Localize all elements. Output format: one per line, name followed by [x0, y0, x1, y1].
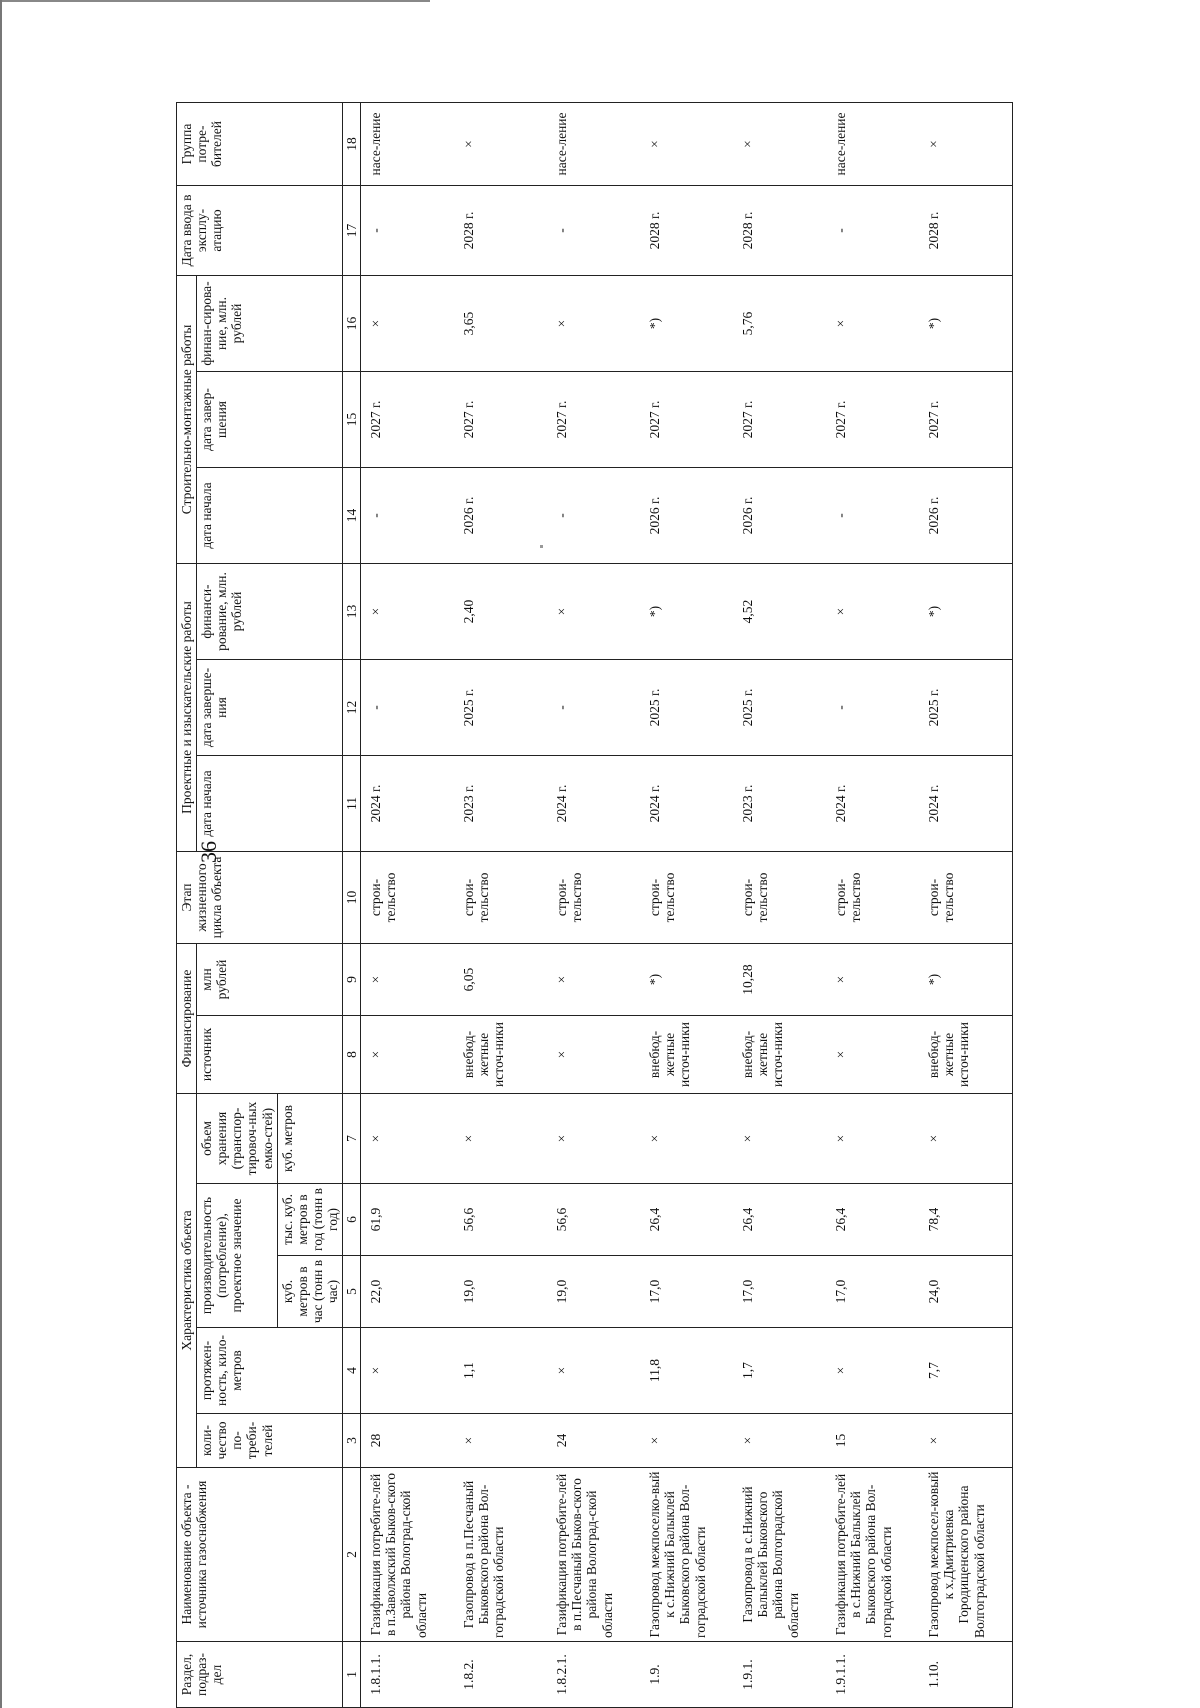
section-number-cell: 1.8.2.1. [547, 1642, 640, 1708]
financing-source-cell: внебюд-жетные источ-ники [733, 1016, 826, 1094]
column-number: 9 [343, 944, 361, 1016]
construction-financing-cell: *) [919, 276, 1013, 372]
design-end-date-cell: - [547, 660, 640, 756]
header-length-km: протяжен-ность, кило-метров [197, 1328, 343, 1414]
financing-source-cell: внебюд-жетные источ-ники [640, 1016, 733, 1094]
capacity-per-hour-cell: 19,0 [547, 1256, 640, 1328]
consumer-group-cell: × [640, 103, 733, 186]
header-section: Раздел, подраз-дел [177, 1642, 343, 1708]
object-name-cell: Газификация потребите-лей в п.Песчаный Быков-ского района Волоград-ской области [547, 1468, 640, 1642]
header-mln-rub: млн рублей [197, 944, 343, 1016]
header-cubic-per-hour: куб. метров в час (тонн в час) [277, 1256, 342, 1328]
column-number: 17 [343, 186, 361, 276]
capacity-per-hour-cell: 19,0 [454, 1256, 547, 1328]
section-number-cell: 1.9.1. [733, 1642, 826, 1708]
table-row [454, 103, 547, 1708]
commissioning-date-cell: - [361, 186, 455, 276]
gas-supply-table [176, 102, 1013, 1708]
design-financing-cell: *) [919, 564, 1013, 660]
table-row [826, 103, 919, 1708]
design-financing-cell: 2,40 [454, 564, 547, 660]
construction-start-date-cell: 2026 г. [454, 468, 547, 564]
construction-end-date-cell: 2027 г. [454, 372, 547, 468]
construction-financing-cell: 5,76 [733, 276, 826, 372]
object-name-cell: Газификация потребите-лей в п.Заволжский Быков-ского района Волоград-ской области [361, 1468, 455, 1642]
consumers-count-cell: 24 [547, 1414, 640, 1468]
length-km-cell: 1,1 [454, 1328, 547, 1414]
financing-amount-cell: 6,05 [454, 944, 547, 1016]
construction-end-date-cell: 2027 г. [640, 372, 733, 468]
lifecycle-stage-cell: строи-тельство [547, 852, 640, 944]
header-design-works: Проектные и изыскательские работы [177, 564, 197, 852]
table-row [640, 103, 733, 1708]
header-object-name: Наименование объекта - источника газоснабжения [177, 1468, 343, 1642]
header-capacity: производительность (потребление), проектное значение [197, 1184, 278, 1328]
table-row [733, 103, 826, 1708]
length-km-cell: × [826, 1328, 919, 1414]
design-start-date-cell: 2024 г. [919, 756, 1013, 852]
section-number-cell: 1.10. [919, 1642, 1013, 1708]
table-row [919, 103, 1013, 1708]
section-number-cell: 1.9. [640, 1642, 733, 1708]
length-km-cell: 11,8 [640, 1328, 733, 1414]
capacity-per-hour-cell: 24,0 [919, 1256, 1013, 1328]
header-financing: Финансирование [177, 944, 197, 1094]
design-start-date-cell: 2023 г. [454, 756, 547, 852]
design-start-date-cell: 2024 г. [640, 756, 733, 852]
construction-financing-cell: *) [640, 276, 733, 372]
construction-end-date-cell: 2027 г. [919, 372, 1013, 468]
design-end-date-cell: 2025 г. [454, 660, 547, 756]
section-number-cell: 1.8.2. [454, 1642, 547, 1708]
header-design-end: дата заверше-ния [197, 660, 343, 756]
capacity-per-year-cell: 26,4 [640, 1184, 733, 1256]
construction-start-date-cell: - [361, 468, 455, 564]
construction-start-date-cell: - [826, 468, 919, 564]
storage-volume-cell: × [733, 1094, 826, 1184]
column-number: 8 [343, 1016, 361, 1094]
column-number: 13 [343, 564, 361, 660]
object-name-cell: Газификация потребите-лей в с.Нижний Балыклей Быковского района Вол-гоградской области [826, 1468, 919, 1642]
financing-amount-cell: × [547, 944, 640, 1016]
consumers-count-cell: × [919, 1414, 1013, 1468]
header-consumer-group: Группа потре-бителей [177, 103, 343, 186]
consumer-group-cell: насе-ление [826, 103, 919, 186]
column-number: 2 [343, 1468, 361, 1642]
design-financing-cell: *) [640, 564, 733, 660]
column-number: 14 [343, 468, 361, 564]
financing-amount-cell: × [361, 944, 455, 1016]
financing-source-cell: × [826, 1016, 919, 1094]
capacity-per-year-cell: 56,6 [454, 1184, 547, 1256]
capacity-per-hour-cell: 17,0 [826, 1256, 919, 1328]
construction-start-date-cell: - [547, 468, 640, 564]
capacity-per-year-cell: 26,4 [826, 1184, 919, 1256]
storage-volume-cell: × [547, 1094, 640, 1184]
storage-volume-cell: × [361, 1094, 455, 1184]
object-name-cell: Газопровод межпоселко-вый к с.Нижний Балыклей Быковского района Вол-гоградской области [640, 1468, 733, 1642]
construction-financing-cell: × [547, 276, 640, 372]
column-number: 4 [343, 1328, 361, 1414]
commissioning-date-cell: 2028 г. [733, 186, 826, 276]
column-number: 7 [343, 1094, 361, 1184]
commissioning-date-cell: 2028 г. [640, 186, 733, 276]
lifecycle-stage-cell: строи-тельство [454, 852, 547, 944]
length-km-cell: 7,7 [919, 1328, 1013, 1414]
consumer-group-cell: насе-ление [547, 103, 640, 186]
construction-start-date-cell: 2026 г. [640, 468, 733, 564]
header-source: источник [197, 1016, 343, 1094]
capacity-per-hour-cell: 17,0 [640, 1256, 733, 1328]
length-km-cell: × [361, 1328, 455, 1414]
consumer-group-cell: × [919, 103, 1013, 186]
table-row [547, 103, 640, 1708]
length-km-cell: 1,7 [733, 1328, 826, 1414]
construction-end-date-cell: 2027 г. [361, 372, 455, 468]
consumer-group-cell: × [733, 103, 826, 186]
design-financing-cell: × [547, 564, 640, 660]
design-start-date-cell: 2024 г. [547, 756, 640, 852]
object-name-cell: Газопровод в с.Нижний Балыклей Быковского района Волгоградской области [733, 1468, 826, 1642]
commissioning-date-cell: - [547, 186, 640, 276]
construction-start-date-cell: 2026 г. [919, 468, 1013, 564]
capacity-per-year-cell: 56,6 [547, 1184, 640, 1256]
financing-source-cell: × [547, 1016, 640, 1094]
section-number-cell: 1.8.1.1. [361, 1642, 455, 1708]
column-number: 3 [343, 1414, 361, 1468]
header-storage: объем хранения (транспор-тировоч-ных емко-стей) [197, 1094, 278, 1184]
design-end-date-cell: 2025 г. [733, 660, 826, 756]
lifecycle-stage-cell: строи-тельство [733, 852, 826, 944]
lifecycle-stage-cell: строи-тельство [361, 852, 455, 944]
financing-amount-cell: × [826, 944, 919, 1016]
design-start-date-cell: 2024 г. [826, 756, 919, 852]
header-thousand-cubic-per-year: тыс. куб. метров в год (тонн в год) [277, 1184, 342, 1256]
rotated-page-content [166, 0, 1066, 1708]
consumers-count-cell: 15 [826, 1414, 919, 1468]
object-name-cell: Газопровод в п.Песчаный Быковского района Вол-гоградской области [454, 1468, 547, 1642]
column-number: 16 [343, 276, 361, 372]
construction-financing-cell: 3,65 [454, 276, 547, 372]
design-financing-cell: 4,52 [733, 564, 826, 660]
consumer-group-cell: × [454, 103, 547, 186]
capacity-per-year-cell: 78,4 [919, 1184, 1013, 1256]
section-number-cell: 1.9.1.1. [826, 1642, 919, 1708]
column-number: 10 [343, 852, 361, 944]
header-design-financing: финанси-рование, млн. рублей [197, 564, 343, 660]
capacity-per-year-cell: 26,4 [733, 1184, 826, 1256]
capacity-per-hour-cell: 22,0 [361, 1256, 455, 1328]
design-financing-cell: × [361, 564, 455, 660]
construction-end-date-cell: 2027 г. [733, 372, 826, 468]
lifecycle-stage-cell: строи-тельство [919, 852, 1013, 944]
header-construction-works: Строительно-монтажные работы [177, 276, 197, 564]
storage-volume-cell: × [919, 1094, 1013, 1184]
table-row [361, 103, 455, 1708]
construction-start-date-cell: 2026 г. [733, 468, 826, 564]
design-financing-cell: × [826, 564, 919, 660]
commissioning-date-cell: - [826, 186, 919, 276]
financing-source-cell: × [361, 1016, 455, 1094]
column-number: 5 [343, 1256, 361, 1328]
design-end-date-cell: - [361, 660, 455, 756]
header-design-start: дата начала [197, 756, 343, 852]
column-number: 12 [343, 660, 361, 756]
construction-end-date-cell: 2027 г. [547, 372, 640, 468]
financing-source-cell: внебюд-жетные источ-ники [454, 1016, 547, 1094]
column-number: 11 [343, 756, 361, 852]
object-name-cell: Газопровод межпосел-ковый к х.Дмитриевка Городищенского района Волгоградской области [919, 1468, 1013, 1642]
storage-volume-cell: × [454, 1094, 547, 1184]
column-number: 1 [343, 1642, 361, 1708]
header-commissioning: Дата ввода в эксплу-атацию [177, 186, 343, 276]
design-end-date-cell: - [826, 660, 919, 756]
construction-end-date-cell: 2027 г. [826, 372, 919, 468]
design-start-date-cell: 2024 г. [361, 756, 455, 852]
consumers-count-cell: × [454, 1414, 547, 1468]
financing-source-cell: внебюд-жетные источ-ники [919, 1016, 1013, 1094]
header-construction-financing: финан-сирова-ние, млн. рублей [197, 276, 343, 372]
commissioning-date-cell: 2028 г. [454, 186, 547, 276]
storage-volume-cell: × [826, 1094, 919, 1184]
header-construction-start: дата начала [197, 468, 343, 564]
table-body [361, 103, 1013, 1708]
column-number: 15 [343, 372, 361, 468]
design-end-date-cell: 2025 г. [640, 660, 733, 756]
financing-amount-cell: *) [919, 944, 1013, 1016]
column-number: 18 [343, 103, 361, 186]
header-lifecycle: Этап жизненного цикла объекта [177, 852, 343, 944]
construction-financing-cell: × [826, 276, 919, 372]
design-end-date-cell: 2025 г. [919, 660, 1013, 756]
capacity-per-year-cell: 61,9 [361, 1184, 455, 1256]
length-km-cell: × [547, 1328, 640, 1414]
capacity-per-hour-cell: 17,0 [733, 1256, 826, 1328]
construction-financing-cell: × [361, 276, 455, 372]
header-construction-end: дата завер-шения [197, 372, 343, 468]
lifecycle-stage-cell: строи-тельство [640, 852, 733, 944]
consumers-count-cell: × [733, 1414, 826, 1468]
consumer-group-cell: насе-ление [361, 103, 455, 186]
scan-border-left [0, 0, 2, 1708]
header-storage-unit: куб. метров [277, 1094, 342, 1184]
lifecycle-stage-cell: строи-тельство [826, 852, 919, 944]
header-characteristics: Характеристика объекта [177, 1094, 197, 1468]
storage-volume-cell: × [640, 1094, 733, 1184]
page-number: 36 [196, 841, 221, 863]
column-number: 6 [343, 1184, 361, 1256]
design-start-date-cell: 2023 г. [733, 756, 826, 852]
consumers-count-cell: × [640, 1414, 733, 1468]
commissioning-date-cell: 2028 г. [919, 186, 1013, 276]
consumers-count-cell: 28 [361, 1414, 455, 1468]
header-consumers-count: коли-чество по-треби-телей [197, 1414, 343, 1468]
financing-amount-cell: *) [640, 944, 733, 1016]
financing-amount-cell: 10,28 [733, 944, 826, 1016]
